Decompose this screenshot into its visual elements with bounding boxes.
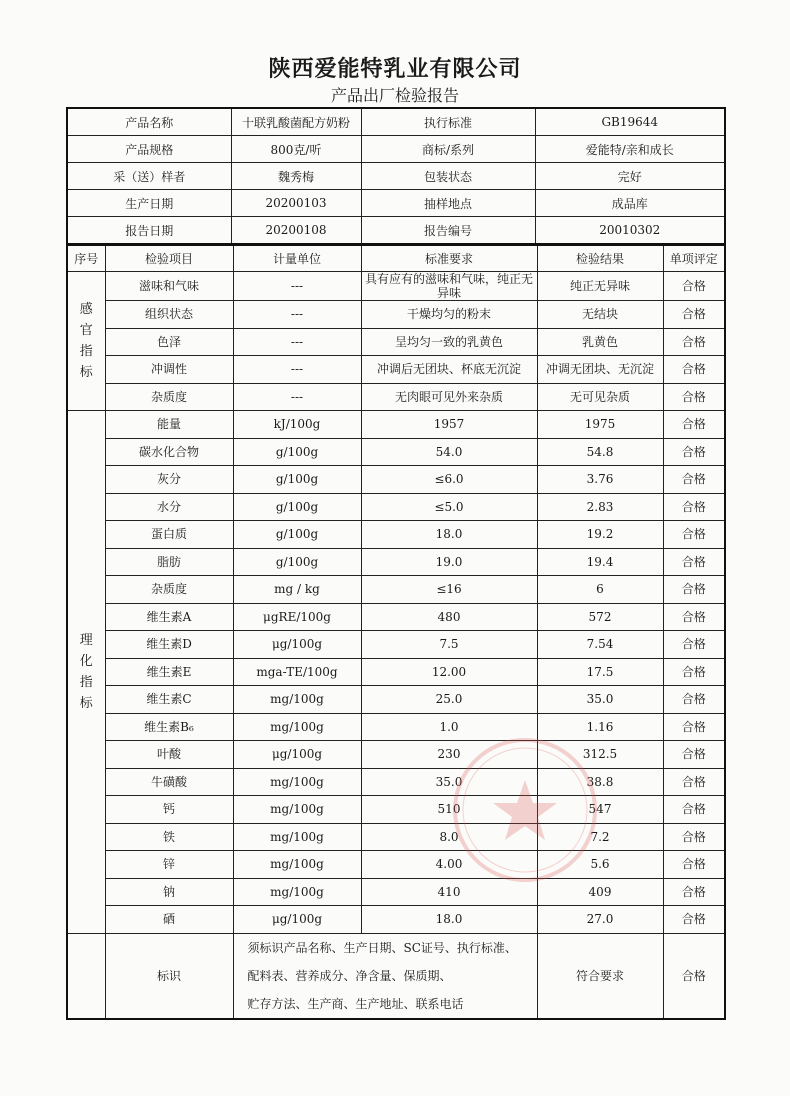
verdict: 合格 bbox=[663, 301, 725, 329]
info-value: 成品库 bbox=[535, 190, 725, 217]
item-name: 杂质度 bbox=[105, 383, 233, 411]
unit: mg/100g bbox=[233, 796, 361, 824]
marking-requirement bbox=[233, 933, 537, 1019]
physchem-category bbox=[67, 411, 105, 934]
verdict: 合格 bbox=[663, 768, 725, 796]
table-row bbox=[67, 631, 725, 659]
test-result: 7.2 bbox=[537, 823, 663, 851]
sensory-category bbox=[67, 272, 105, 411]
unit: mg/100g bbox=[233, 851, 361, 879]
table-row bbox=[67, 521, 725, 549]
unit: mg/100g bbox=[233, 686, 361, 714]
info-value: 800克/听 bbox=[231, 136, 361, 163]
standard-requirement: 510 bbox=[361, 796, 537, 824]
verdict: 合格 bbox=[663, 466, 725, 494]
standard-requirement: 410 bbox=[361, 878, 537, 906]
column-header-row bbox=[67, 245, 725, 272]
unit: g/100g bbox=[233, 548, 361, 576]
info-value: 20200108 bbox=[231, 217, 361, 245]
table-row bbox=[67, 438, 725, 466]
col-unit: 计量单位 bbox=[233, 245, 361, 272]
unit: μg/100g bbox=[233, 906, 361, 934]
test-result: 无结块 bbox=[537, 301, 663, 329]
item-name: 钙 bbox=[105, 796, 233, 824]
standard-requirement: 1957 bbox=[361, 411, 537, 439]
standard-requirement: 冲调后无团块、杯底无沉淀 bbox=[361, 356, 537, 384]
verdict: 合格 bbox=[663, 521, 725, 549]
unit: μg/100g bbox=[233, 741, 361, 769]
standard-requirement: 无肉眼可见外来杂质 bbox=[361, 383, 537, 411]
col-result: 检验结果 bbox=[537, 245, 663, 272]
test-result: 409 bbox=[537, 878, 663, 906]
col-seq: 序号 bbox=[67, 245, 105, 272]
verdict: 合格 bbox=[663, 383, 725, 411]
item-name: 硒 bbox=[105, 906, 233, 934]
unit: mga-TE/100g bbox=[233, 658, 361, 686]
item-name: 蛋白质 bbox=[105, 521, 233, 549]
marking-row bbox=[67, 933, 725, 1019]
item-name: 组织状态 bbox=[105, 301, 233, 329]
table-row bbox=[67, 851, 725, 879]
standard-requirement: 8.0 bbox=[361, 823, 537, 851]
marking-result: 符合要求 bbox=[537, 933, 663, 1019]
item-name: 能量 bbox=[105, 411, 233, 439]
verdict: 合格 bbox=[663, 906, 725, 934]
info-value: 爱能特/亲和成长 bbox=[535, 136, 725, 163]
info-label: 报告日期 bbox=[67, 217, 231, 245]
marking-line: 须标识产品名称、生产日期、SC证号、执行标准、 bbox=[247, 940, 517, 955]
marking-line: 配料表、营养成分、净含量、保质期、 bbox=[247, 968, 452, 983]
info-label: 产品规格 bbox=[67, 136, 231, 163]
verdict: 合格 bbox=[663, 493, 725, 521]
table-row bbox=[67, 493, 725, 521]
info-label: 抽样地点 bbox=[361, 190, 535, 217]
info-row bbox=[67, 190, 725, 217]
item-name: 灰分 bbox=[105, 466, 233, 494]
verdict: 合格 bbox=[663, 411, 725, 439]
verdict: 合格 bbox=[663, 272, 725, 301]
verdict: 合格 bbox=[663, 878, 725, 906]
standard-requirement: 18.0 bbox=[361, 521, 537, 549]
test-result: 2.83 bbox=[537, 493, 663, 521]
test-result: 3.76 bbox=[537, 466, 663, 494]
standard-requirement: 480 bbox=[361, 603, 537, 631]
test-result: 纯正无异味 bbox=[537, 272, 663, 301]
item-name: 维生素C bbox=[105, 686, 233, 714]
verdict: 合格 bbox=[663, 438, 725, 466]
info-row bbox=[67, 217, 725, 245]
verdict: 合格 bbox=[663, 686, 725, 714]
item-name: 锌 bbox=[105, 851, 233, 879]
verdict: 合格 bbox=[663, 713, 725, 741]
col-verdict: 单项评定 bbox=[663, 245, 725, 272]
info-label: 产品名称 bbox=[67, 108, 231, 136]
company-name: 陕西爱能特乳业有限公司 bbox=[268, 57, 522, 82]
verdict: 合格 bbox=[663, 356, 725, 384]
info-value: 十联乳酸菌配方奶粉 bbox=[231, 108, 361, 136]
standard-requirement: 干燥均匀的粉末 bbox=[361, 301, 537, 329]
verdict: 合格 bbox=[663, 823, 725, 851]
standard-requirement: 25.0 bbox=[361, 686, 537, 714]
item-name: 冲调性 bbox=[105, 356, 233, 384]
info-value: 完好 bbox=[535, 163, 725, 190]
test-result: 1.16 bbox=[537, 713, 663, 741]
table-row bbox=[67, 272, 725, 301]
verdict: 合格 bbox=[663, 576, 725, 604]
table-row bbox=[67, 796, 725, 824]
table-row bbox=[67, 356, 725, 384]
standard-requirement: 1.0 bbox=[361, 713, 537, 741]
table-row bbox=[67, 466, 725, 494]
test-result: 无可见杂质 bbox=[537, 383, 663, 411]
item-name: 维生素D bbox=[105, 631, 233, 659]
standard-requirement: 18.0 bbox=[361, 906, 537, 934]
info-label: 执行标准 bbox=[361, 108, 535, 136]
standard-requirement: ≤6.0 bbox=[361, 466, 537, 494]
info-row bbox=[67, 163, 725, 190]
verdict: 合格 bbox=[663, 796, 725, 824]
table-row bbox=[67, 411, 725, 439]
item-name: 色泽 bbox=[105, 328, 233, 356]
test-result: 572 bbox=[537, 603, 663, 631]
verdict: 合格 bbox=[663, 548, 725, 576]
verdict: 合格 bbox=[663, 741, 725, 769]
unit: g/100g bbox=[233, 493, 361, 521]
item-name: 滋味和气味 bbox=[105, 272, 233, 301]
item-name: 维生素E bbox=[105, 658, 233, 686]
unit: mg/100g bbox=[233, 823, 361, 851]
info-label: 商标/系列 bbox=[361, 136, 535, 163]
standard-requirement: 具有应有的滋味和气味，纯正无异味 bbox=[361, 272, 537, 301]
table-row bbox=[67, 768, 725, 796]
table-row bbox=[67, 603, 725, 631]
standard-requirement: 35.0 bbox=[361, 768, 537, 796]
standard-requirement: ≤5.0 bbox=[361, 493, 537, 521]
unit: mg / kg bbox=[233, 576, 361, 604]
unit: mg/100g bbox=[233, 768, 361, 796]
unit: kJ/100g bbox=[233, 411, 361, 439]
verdict: 合格 bbox=[663, 631, 725, 659]
unit: --- bbox=[233, 356, 361, 384]
test-result: 19.4 bbox=[537, 548, 663, 576]
item-name: 钠 bbox=[105, 878, 233, 906]
table-row bbox=[67, 713, 725, 741]
unit: --- bbox=[233, 328, 361, 356]
table-row bbox=[67, 906, 725, 934]
unit: g/100g bbox=[233, 521, 361, 549]
marking-line: 贮存方法、生产商、生产地址、联系电话 bbox=[247, 996, 464, 1011]
report-info-table bbox=[66, 107, 726, 245]
table-row bbox=[67, 878, 725, 906]
unit: mg/100g bbox=[233, 878, 361, 906]
table-row bbox=[67, 741, 725, 769]
info-label: 生产日期 bbox=[67, 190, 231, 217]
table-row bbox=[67, 301, 725, 329]
info-label: 报告编号 bbox=[361, 217, 535, 245]
test-result: 7.54 bbox=[537, 631, 663, 659]
marking-seq bbox=[67, 933, 105, 1019]
test-result: 5.6 bbox=[537, 851, 663, 879]
unit: μg/100g bbox=[233, 631, 361, 659]
standard-requirement: 230 bbox=[361, 741, 537, 769]
item-name: 叶酸 bbox=[105, 741, 233, 769]
standard-requirement: 4.00 bbox=[361, 851, 537, 879]
verdict: 合格 bbox=[663, 603, 725, 631]
test-result: 17.5 bbox=[537, 658, 663, 686]
marking-item: 标识 bbox=[105, 933, 233, 1019]
item-name: 铁 bbox=[105, 823, 233, 851]
item-name: 水分 bbox=[105, 493, 233, 521]
item-name: 牛磺酸 bbox=[105, 768, 233, 796]
unit: --- bbox=[233, 272, 361, 301]
verdict: 合格 bbox=[663, 658, 725, 686]
item-name: 杂质度 bbox=[105, 576, 233, 604]
standard-requirement: 19.0 bbox=[361, 548, 537, 576]
table-row bbox=[67, 383, 725, 411]
report-title: 产品出厂检验报告 bbox=[330, 86, 459, 105]
info-label: 采（送）样者 bbox=[67, 163, 231, 190]
test-result: 35.0 bbox=[537, 686, 663, 714]
unit: mg/100g bbox=[233, 713, 361, 741]
table-row bbox=[67, 548, 725, 576]
sensory-category-label: 感官指标 bbox=[79, 302, 93, 380]
item-name: 脂肪 bbox=[105, 548, 233, 576]
test-result: 27.0 bbox=[537, 906, 663, 934]
info-label: 包装状态 bbox=[361, 163, 535, 190]
info-row bbox=[67, 108, 725, 136]
item-name: 碳水化合物 bbox=[105, 438, 233, 466]
physchem-category-label: 理化指标 bbox=[79, 632, 93, 711]
test-result: 1975 bbox=[537, 411, 663, 439]
verdict: 合格 bbox=[663, 328, 725, 356]
info-value: GB19644 bbox=[535, 108, 725, 136]
test-result: 312.5 bbox=[537, 741, 663, 769]
standard-requirement: 呈均匀一致的乳黄色 bbox=[361, 328, 537, 356]
standard-requirement: 7.5 bbox=[361, 631, 537, 659]
test-result: 冲调无团块、无沉淀 bbox=[537, 356, 663, 384]
unit: g/100g bbox=[233, 466, 361, 494]
unit: --- bbox=[233, 383, 361, 411]
table-row bbox=[67, 328, 725, 356]
unit: --- bbox=[233, 301, 361, 329]
standard-requirement: 12.00 bbox=[361, 658, 537, 686]
table-row bbox=[67, 576, 725, 604]
table-row bbox=[67, 823, 725, 851]
info-value: 20200103 bbox=[231, 190, 361, 217]
standard-requirement: ≤16 bbox=[361, 576, 537, 604]
test-result: 547 bbox=[537, 796, 663, 824]
test-result: 19.2 bbox=[537, 521, 663, 549]
item-name: 维生素B₆ bbox=[105, 713, 233, 741]
col-standard: 标准要求 bbox=[361, 245, 537, 272]
info-value: 20010302 bbox=[535, 217, 725, 245]
info-row bbox=[67, 136, 725, 163]
standard-requirement: 54.0 bbox=[361, 438, 537, 466]
verdict: 合格 bbox=[663, 851, 725, 879]
marking-verdict: 合格 bbox=[663, 933, 725, 1019]
info-value: 魏秀梅 bbox=[231, 163, 361, 190]
test-result: 38.8 bbox=[537, 768, 663, 796]
table-row bbox=[67, 686, 725, 714]
item-name: 维生素A bbox=[105, 603, 233, 631]
test-result: 54.8 bbox=[537, 438, 663, 466]
inspection-table bbox=[66, 244, 726, 1020]
unit: μgRE/100g bbox=[233, 603, 361, 631]
table-row bbox=[67, 658, 725, 686]
test-result: 6 bbox=[537, 576, 663, 604]
unit: g/100g bbox=[233, 438, 361, 466]
test-result: 乳黄色 bbox=[537, 328, 663, 356]
col-item: 检验项目 bbox=[105, 245, 233, 272]
